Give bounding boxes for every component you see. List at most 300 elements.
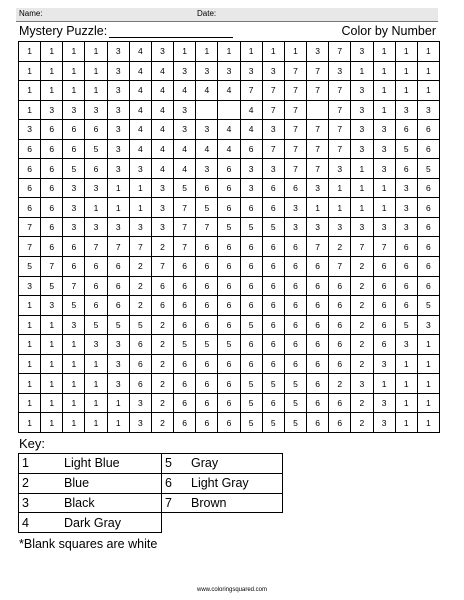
grid-cell: 7 [19,217,41,237]
grid-cell: 6 [417,237,439,257]
grid-cell: 6 [262,198,284,218]
grid-cell: 6 [63,257,85,277]
grid-cell: 6 [151,296,173,316]
grid-cell: 2 [151,237,173,257]
grid-cell: 3 [151,198,173,218]
grid-cell: 6 [85,159,107,179]
grid-cell: 1 [395,42,417,62]
grid-cell: 1 [41,413,63,433]
grid-cell: 3 [240,159,262,179]
grid-cell: 3 [351,139,373,159]
grid-cell: 4 [218,139,240,159]
grid-cell: 4 [196,139,218,159]
grid-cell: 7 [240,81,262,101]
grid-cell: 3 [174,120,196,140]
grid-cell: 6 [63,120,85,140]
grid-cell: 3 [63,178,85,198]
grid-cell: 6 [218,257,240,277]
grid-cell: 1 [329,198,351,218]
grid-cell: 3 [129,413,151,433]
grid-cell: 1 [63,374,85,394]
grid-cell: 4 [129,120,151,140]
grid-cell: 3 [395,217,417,237]
grid-cell: 6 [395,296,417,316]
grid-cell: 6 [373,276,395,296]
grid-cell: 7 [307,139,329,159]
grid-cell: 6 [41,178,63,198]
grid-cell: 1 [395,81,417,101]
key-color-name [181,513,283,533]
grid-cell: 6 [240,354,262,374]
grid-cell: 1 [351,198,373,218]
grid-cell: 3 [107,139,129,159]
grid-cell: 6 [129,354,151,374]
grid-cell: 1 [19,335,41,355]
grid-cell: 6 [218,237,240,257]
grid-cell: 4 [129,42,151,62]
grid-cell: 1 [63,81,85,101]
grid-cell: 3 [107,374,129,394]
grid-cell: 6 [240,198,262,218]
grid-cell: 7 [284,61,306,81]
grid-row [19,217,440,237]
key-color-name: Black [54,493,162,513]
grid-cell: 6 [240,296,262,316]
grid-cell: 6 [218,159,240,179]
grid-cell: 5 [107,315,129,335]
grid-cell: 1 [19,315,41,335]
key-number: 5 [162,454,182,474]
grid-cell: 3 [85,335,107,355]
grid-cell: 7 [329,139,351,159]
grid-cell: 7 [262,139,284,159]
grid-cell: 1 [85,42,107,62]
grid-cell: 3 [373,139,395,159]
grid-cell: 2 [151,315,173,335]
grid-cell: 6 [174,393,196,413]
grid-cell: 3 [395,198,417,218]
grid-cell: 6 [329,413,351,433]
grid-cell: 7 [307,120,329,140]
grid-cell [218,100,240,120]
grid-cell: 3 [107,120,129,140]
grid-cell: 6 [218,413,240,433]
grid-cell: 4 [240,120,262,140]
grid-cell: 2 [351,276,373,296]
grid-cell: 1 [19,81,41,101]
grid-cell: 6 [174,296,196,316]
key-color-name: Gray [181,454,283,474]
grid-cell: 6 [174,354,196,374]
grid-cell: 4 [174,139,196,159]
grid-cell: 7 [329,42,351,62]
grid-cell: 1 [351,61,373,81]
grid-cell: 1 [19,61,41,81]
grid-cell: 3 [85,178,107,198]
grid-cell: 6 [307,354,329,374]
grid-cell: 6 [85,120,107,140]
grid-cell: 6 [307,315,329,335]
grid-cell: 5 [196,335,218,355]
grid-row [19,42,440,62]
grid-cell: 7 [284,100,306,120]
grid-cell: 3 [107,354,129,374]
key-number: 2 [19,473,55,493]
grid-cell: 6 [307,393,329,413]
grid-cell: 3 [240,178,262,198]
grid-cell: 6 [240,257,262,277]
grid-cell: 1 [85,81,107,101]
grid-cell: 1 [262,42,284,62]
grid-cell: 6 [196,178,218,198]
grid-cell: 3 [307,217,329,237]
grid-cell: 1 [373,42,395,62]
grid-cell: 3 [129,159,151,179]
grid-cell: 1 [41,393,63,413]
grid-cell: 5 [284,393,306,413]
grid-cell: 7 [196,217,218,237]
grid-cell: 6 [85,257,107,277]
grid-cell: 5 [395,139,417,159]
grid-cell: 6 [262,354,284,374]
grid-cell: 6 [240,139,262,159]
grid-cell: 6 [174,374,196,394]
grid-cell: 3 [19,276,41,296]
grid-cell: 7 [85,237,107,257]
grid-row [19,257,440,277]
grid-cell: 1 [85,393,107,413]
grid-cell: 2 [151,354,173,374]
grid-cell: 5 [262,413,284,433]
grid-cell: 7 [19,237,41,257]
grid-cell: 1 [284,42,306,62]
grid-cell: 5 [63,296,85,316]
grid-cell: 6 [85,296,107,316]
grid-cell: 6 [329,296,351,316]
grid-cell: 6 [19,178,41,198]
grid-cell: 6 [196,393,218,413]
grid-cell: 3 [240,61,262,81]
grid-cell: 6 [329,335,351,355]
grid-cell: 3 [63,100,85,120]
grid-cell: 6 [218,198,240,218]
key-color-name: Light Blue [54,454,162,474]
grid-cell: 6 [196,237,218,257]
grid-cell: 6 [373,296,395,316]
grid-cell: 6 [240,237,262,257]
grid-cell: 6 [63,139,85,159]
grid-cell: 5 [417,159,439,179]
grid-cell: 1 [129,198,151,218]
grid-cell: 1 [417,335,439,355]
grid-cell: 6 [19,159,41,179]
grid-cell: 6 [262,178,284,198]
grid-cell: 6 [174,413,196,433]
grid-cell: 6 [174,257,196,277]
grid-row [19,81,440,101]
grid-cell: 6 [41,198,63,218]
grid-cell: 4 [129,100,151,120]
grid-cell: 1 [373,178,395,198]
grid-cell: 6 [41,120,63,140]
grid-cell: 5 [284,374,306,394]
grid-cell: 6 [19,198,41,218]
grid-cell: 6 [395,257,417,277]
grid-cell: 6 [307,335,329,355]
grid-cell: 3 [351,81,373,101]
grid-cell: 1 [41,61,63,81]
grid-cell: 3 [174,61,196,81]
grid-cell: 5 [240,374,262,394]
key-color-name: Brown [181,493,283,513]
grid-cell: 1 [395,61,417,81]
grid-cell: 1 [19,354,41,374]
grid-cell: 2 [151,335,173,355]
grid-cell: 7 [107,237,129,257]
grid-cell: 2 [129,276,151,296]
grid-row [19,178,440,198]
grid-cell: 5 [41,276,63,296]
grid-cell: 7 [151,257,173,277]
grid-cell: 3 [373,354,395,374]
grid-cell: 5 [240,315,262,335]
grid-cell: 6 [218,276,240,296]
grid-cell: 1 [218,42,240,62]
grid-cell: 3 [85,100,107,120]
grid-cell: 5 [19,257,41,277]
grid-row [19,159,440,179]
grid-cell: 6 [284,257,306,277]
grid-cell: 3 [218,61,240,81]
grid-cell: 1 [107,413,129,433]
grid-cell: 1 [63,42,85,62]
grid-cell: 6 [417,198,439,218]
grid-cell: 3 [329,159,351,179]
grid-cell: 6 [373,257,395,277]
grid-row [19,413,440,433]
grid-cell: 4 [174,159,196,179]
grid-cell: 1 [19,296,41,316]
grid-cell: 3 [85,217,107,237]
grid-cell: 2 [351,335,373,355]
grid-cell: 6 [284,315,306,335]
grid-cell: 1 [19,42,41,62]
grid-cell: 5 [174,335,196,355]
grid-cell: 1 [63,354,85,374]
grid-cell: 7 [174,217,196,237]
grid-cell: 3 [151,217,173,237]
grid-cell: 6 [395,120,417,140]
grid-cell: 5 [63,159,85,179]
grid-cell: 3 [373,217,395,237]
grid-cell: 1 [63,61,85,81]
key-number: 1 [19,454,55,474]
grid-cell: 3 [63,315,85,335]
grid-cell: 1 [107,393,129,413]
grid-cell: 1 [417,61,439,81]
grid-cell: 2 [129,257,151,277]
grid-cell: 6 [240,335,262,355]
grid-cell: 1 [395,354,417,374]
grid-cell: 6 [41,237,63,257]
grid-cell: 1 [417,42,439,62]
grid-cell: 2 [329,237,351,257]
grid-cell: 6 [218,178,240,198]
grid-cell: 5 [85,315,107,335]
grid-cell: 6 [307,374,329,394]
name-label: Name: [19,9,43,18]
grid-cell: 1 [41,42,63,62]
grid-cell: 1 [63,335,85,355]
grid-cell: 2 [351,296,373,316]
grid-cell: 6 [240,276,262,296]
grid-cell: 3 [307,42,329,62]
grid-cell: 4 [151,100,173,120]
color-by-number-grid [18,41,440,433]
grid-cell: 5 [196,198,218,218]
grid-cell: 7 [284,120,306,140]
key-color-name: Blue [54,473,162,493]
grid-cell: 7 [307,81,329,101]
grid-cell: 5 [262,374,284,394]
grid-cell: 3 [351,217,373,237]
grid-cell: 6 [107,296,129,316]
grid-row [19,276,440,296]
grid-cell: 1 [41,354,63,374]
grid-cell: 6 [373,335,395,355]
grid-cell: 6 [284,335,306,355]
grid-cell: 6 [196,374,218,394]
grid-cell: 1 [63,393,85,413]
grid-cell: 7 [41,257,63,277]
grid-cell: 6 [329,393,351,413]
grid-cell: 3 [107,81,129,101]
blank-squares-note: *Blank squares are white [19,537,158,551]
grid-cell: 1 [395,393,417,413]
grid-cell: 1 [351,178,373,198]
grid-cell: 6 [417,276,439,296]
grid-cell: 3 [262,120,284,140]
grid-cell: 1 [307,198,329,218]
grid-cell: 7 [284,139,306,159]
grid-cell: 1 [41,315,63,335]
grid-cell: 1 [85,374,107,394]
grid-cell: 1 [395,374,417,394]
grid-cell: 6 [262,257,284,277]
grid-row [19,100,440,120]
grid-cell: 6 [41,217,63,237]
grid-cell: 4 [151,139,173,159]
grid-cell: 7 [129,237,151,257]
grid-cell: 5 [218,335,240,355]
puzzle-name-blank-line [109,37,233,38]
grid-cell: 6 [417,139,439,159]
grid-cell: 6 [218,315,240,335]
grid-cell: 3 [373,120,395,140]
grid-cell: 1 [19,413,41,433]
grid-cell: 4 [151,159,173,179]
grid-cell: 6 [417,120,439,140]
grid-cell: 6 [417,178,439,198]
grid-cell: 1 [41,374,63,394]
grid-row [19,237,440,257]
grid-cell: 7 [174,198,196,218]
grid-cell: 7 [262,100,284,120]
key-number [162,513,182,533]
grid-cell: 5 [129,315,151,335]
grid-cell: 6 [107,276,129,296]
grid-cell: 4 [129,61,151,81]
grid-cell: 3 [351,100,373,120]
grid-cell: 4 [129,139,151,159]
grid-cell: 1 [85,61,107,81]
grid-cell: 6 [373,315,395,335]
grid-cell: 1 [129,178,151,198]
grid-cell: 1 [417,81,439,101]
grid-cell: 7 [329,257,351,277]
grid-cell: 3 [395,100,417,120]
grid-cell: 7 [262,81,284,101]
grid-cell: 3 [107,217,129,237]
grid-cell: 5 [262,217,284,237]
grid-cell: 6 [129,335,151,355]
grid-cell: 6 [218,393,240,413]
grid-cell: 3 [107,335,129,355]
grid-cell: 5 [395,315,417,335]
grid-cell: 3 [373,159,395,179]
grid-cell: 6 [41,139,63,159]
grid-cell: 7 [351,237,373,257]
key-number: 3 [19,493,55,513]
grid-cell: 3 [262,159,284,179]
grid-cell: 3 [284,198,306,218]
grid-cell: 6 [284,237,306,257]
grid-row [19,120,440,140]
grid-cell: 3 [284,217,306,237]
grid-cell: 2 [329,374,351,394]
grid-cell: 6 [307,257,329,277]
grid-cell: 3 [107,42,129,62]
key-number: 7 [162,493,182,513]
grid-cell: 6 [329,354,351,374]
grid-cell: 6 [329,315,351,335]
grid-cell: 1 [196,42,218,62]
grid-cell: 6 [262,237,284,257]
grid-cell: 7 [307,159,329,179]
grid-cell: 4 [174,81,196,101]
grid-cell: 3 [417,100,439,120]
grid-cell: 3 [196,61,218,81]
grid-cell: 3 [395,335,417,355]
grid-cell: 1 [417,393,439,413]
grid-cell: 7 [307,237,329,257]
grid-cell: 3 [351,42,373,62]
grid-cell: 1 [85,354,107,374]
grid-cell: 6 [284,276,306,296]
key-row [19,493,283,513]
grid-cell: 3 [129,393,151,413]
grid-cell: 1 [417,354,439,374]
grid-cell: 6 [284,178,306,198]
grid-row [19,393,440,413]
grid-cell: 2 [351,393,373,413]
grid-cell: 1 [63,413,85,433]
puzzle-title: Mystery Puzzle: [19,24,108,38]
key-number: 4 [19,513,55,533]
key-title: Key: [19,436,46,451]
grid-cell: 4 [218,81,240,101]
grid-row [19,296,440,316]
